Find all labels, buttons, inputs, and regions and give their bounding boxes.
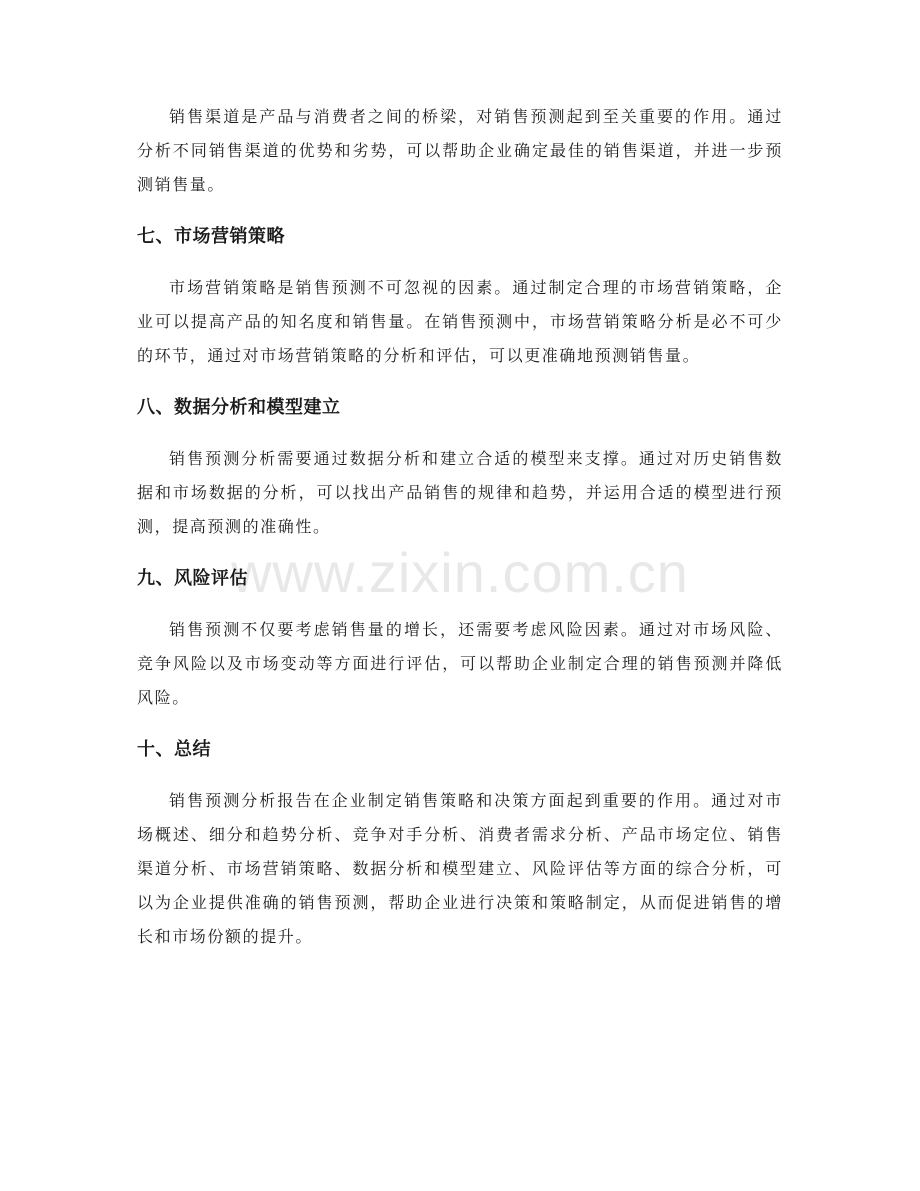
section-9-heading: 九、风险评估	[137, 568, 248, 589]
section-8-paragraph: 销售预测分析需要通过数据分析和建立合适的模型来支撑。通过对历史销售数据和市场数据的分析，可以找出产品销售的规律和趋势，并运用合适的模型进行预测，提高预测的准确性。	[137, 449, 783, 536]
section-7-paragraph: 市场营销策略是销售预测不可忽视的因素。通过制定合理的市场营销策略，企业可以提高产品的知名度和销售量。在销售预测中，市场营销策略分析是必不可少的环节，通过对市场营销策略的分析和评估，可以更准确地预测销售量。	[137, 278, 783, 365]
document-body	[137, 100, 783, 954]
intro-paragraph: 销售渠道是产品与消费者之间的桥梁，对销售预测起到至关重要的作用。通过分析不同销售渠道的优势和劣势，可以帮助企业确定最佳的销售渠道，并进一步预测销售量。	[137, 107, 783, 194]
section-8-heading: 八、数据分析和模型建立	[137, 397, 341, 418]
section-10-heading: 十、总结	[137, 739, 211, 760]
section-9-paragraph: 销售预测不仅要考虑销售量的增长，还需要考虑风险因素。通过对市场风险、竞争风险以及市场变动等方面进行评估，可以帮助企业制定合理的销售预测并降低风险。	[137, 620, 783, 707]
watermark-text: www.zixin.com.cn	[231, 541, 689, 604]
section-10-paragraph: 销售预测分析报告在企业制定销售策略和决策方面起到重要的作用。通过对市场概述、细分和趋势分析、竞争对手分析、消费者需求分析、产品市场定位、销售渠道分析、市场营销策略、数据分析和模型建立、风险评估等方面的综合分析，可以为企业提供准确的销售预测，帮助企业进行决策和策略制定，从而促进销售的增长和市场份额的提升。	[137, 791, 783, 946]
section-7-heading: 七、市场营销策略	[137, 226, 285, 247]
